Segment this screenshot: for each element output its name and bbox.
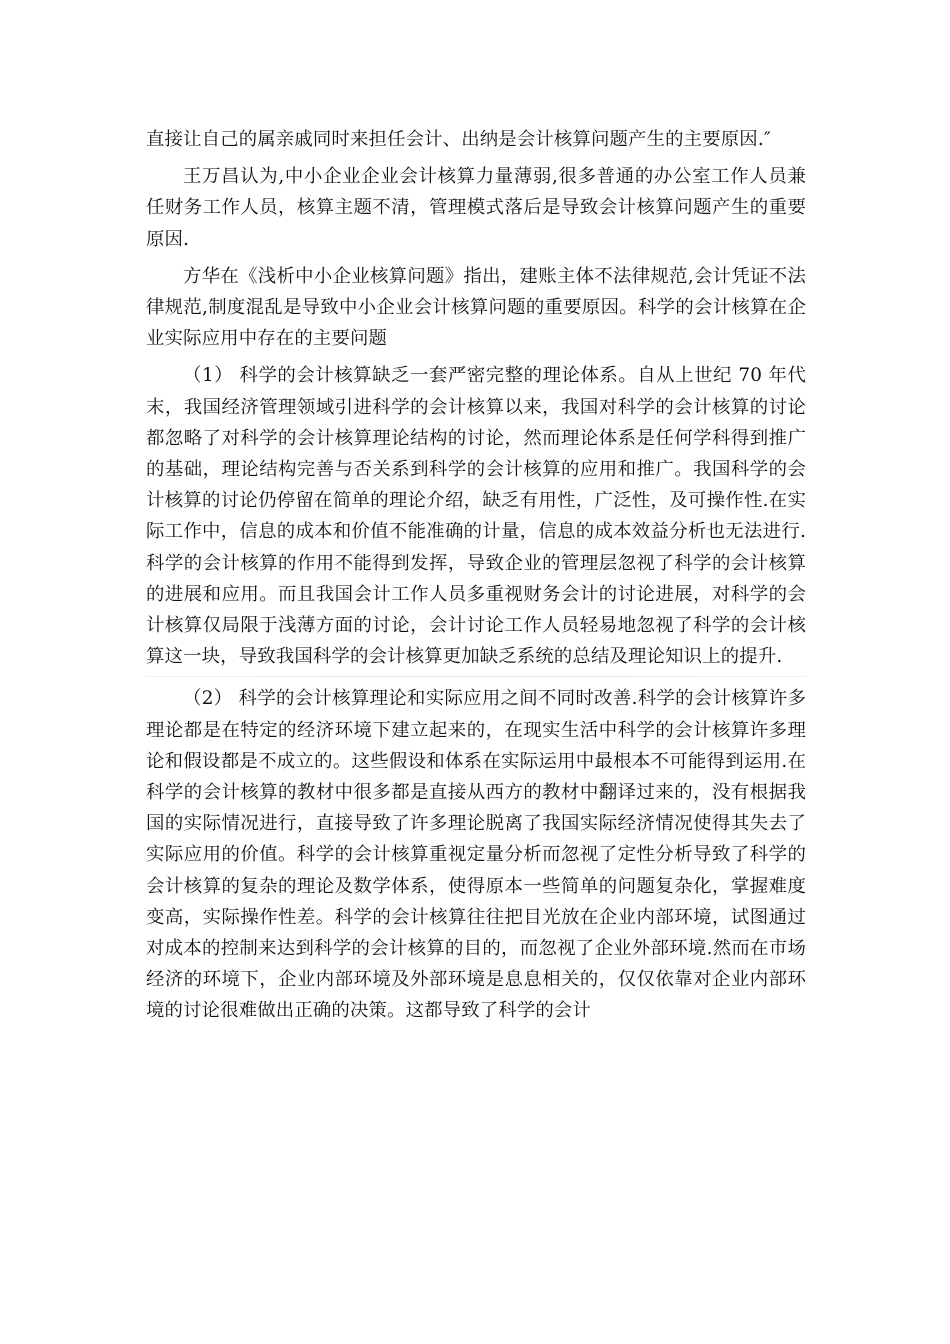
paragraph-continuation: 直接让自己的属亲戚同时来担任会计、出纳是会计核算问题产生的主要原因.″ [146,129,771,150]
paragraph-fang-hua: 方华在《浅析中小企业核算问题》指出，建账主体不法律规范,会计凭证不法律规范,制度混乱是导致中小企业会计核算问题的重要原因。科学的会计核算在企业实际应用中存在的主要问题 [146,265,806,350]
paragraph-item-1: （1） 科学的会计核算缺乏一套严密完整的理论体系。自从上世纪 70 年代末，我国经济管理领域引进科学的会计核算以来，我国对科学的会计核算的讨论都忽略了对科学的会计核算理论结构的讨论，然而理论体系是任何学科得到推广的基础，理论结构完善与否关系到科学的会计核算的应用和推广。我国科学的会计核算的讨论仍停留在简单的理论介绍，缺乏有用性，广泛性，及可操作性.在实际工作中，信息的成本和价值不能准确的计量，信息的成本效益分析也无法进行.科学的会计核算的作用不能得到发挥，导致企业的管理层忽视了科学的会计核算的进展和应用。而且我国会计工作人员多重视财务会计的讨论进展，对科学的会计核算仅局限于浅薄方面的讨论，会计讨论工作人员轻易地忽视了科学的会计核算这一块，导致我国科学的会计核算更加缺乏系统的总结及理论知识上的提升. [146,365,806,668]
section-divider [146,676,806,677]
document-page [146,124,806,1027]
paragraph-item-2: （2） 科学的会计核算理论和实际应用之间不同时改善.科学的会计核算许多理论都是在特定的经济环境下建立起来的，在现实生活中科学的会计核算许多理论和假设都是不成立的。这些假设和体系在实际运用中最根本不可能得到运用.在科学的会计核算的教材中很多都是直接从西方的教材中翻译过来的，没有根据我国的实际情况进行，直接导致了许多理论脱离了我国实际经济情况使得其失去了实际应用的价值。科学的会计核算重视定量分析而忽视了定性分析导致了科学的会计核算的复杂的理论及数学体系，使得原本一些简单的问题复杂化，掌握难度变高，实际操作性差。科学的会计核算往往把目光放在企业内部环境，试图通过对成本的控制来达到科学的会计核算的目的，而忽视了企业外部环境.然而在市场经济的环境下，企业内部环境及外部环境是息息相关的，仅仅依靠对企业内部环境的讨论很难做出正确的决策。这都导致了科学的会计 [146,688,806,1022]
paragraph-wang-wanchang: 王万昌认为,中小企业企业会计核算力量薄弱,很多普通的办公室工作人员兼任财务工作人员，核算主题不清，管理模式落后是导致会计核算问题产生的重要原因. [146,166,806,250]
